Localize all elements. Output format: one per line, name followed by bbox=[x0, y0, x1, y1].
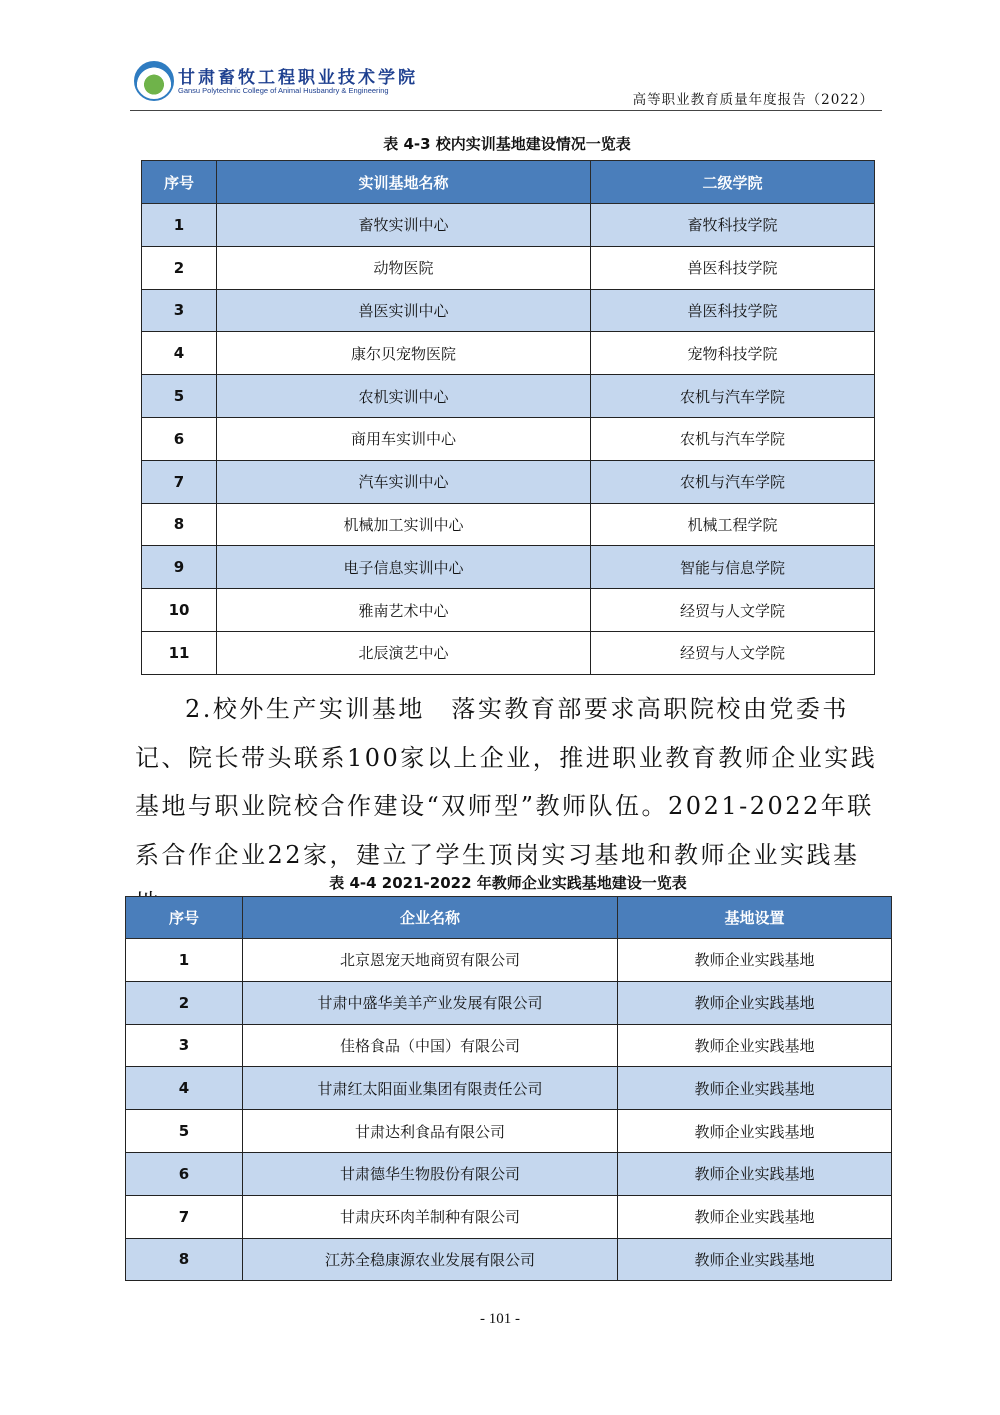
table-row bbox=[126, 1024, 892, 1067]
table-row bbox=[142, 589, 875, 632]
table-cell: 经贸与人文学院 bbox=[591, 589, 875, 632]
table-cell: 1 bbox=[142, 204, 217, 247]
table2-col-header: 序号 bbox=[126, 897, 243, 939]
school-name-cn: 甘肃畜牧工程职业技术学院 bbox=[178, 68, 418, 88]
table-cell: 10 bbox=[142, 589, 217, 632]
table-row bbox=[126, 1152, 892, 1195]
table-cell: 3 bbox=[142, 289, 217, 332]
table-cell: 教师企业实践基地 bbox=[618, 1238, 892, 1281]
table-row bbox=[142, 204, 875, 247]
table-cell: 甘肃庆环肉羊制种有限公司 bbox=[243, 1195, 618, 1238]
table-cell: 11 bbox=[142, 631, 217, 674]
table-row bbox=[126, 1067, 892, 1110]
table-cell: 动物医院 bbox=[217, 246, 591, 289]
table-row bbox=[126, 939, 892, 982]
table-cell: 4 bbox=[126, 1067, 243, 1110]
table-row bbox=[142, 503, 875, 546]
table-cell: 4 bbox=[142, 332, 217, 375]
table-row bbox=[142, 460, 875, 503]
table-cell: 7 bbox=[126, 1195, 243, 1238]
table-row bbox=[142, 375, 875, 418]
school-name-en: Gansu Polytechnic College of Animal Husbandry & Engineering bbox=[178, 86, 389, 95]
table-row bbox=[142, 246, 875, 289]
table-cell: 9 bbox=[142, 546, 217, 589]
table2-header-row bbox=[126, 897, 892, 939]
table-cell: 农机与汽车学院 bbox=[591, 417, 875, 460]
table-row bbox=[126, 1110, 892, 1153]
table-cell: 2 bbox=[142, 246, 217, 289]
table-cell: 6 bbox=[142, 417, 217, 460]
table-cell: 教师企业实践基地 bbox=[618, 1152, 892, 1195]
table-cell: 8 bbox=[126, 1238, 243, 1281]
table-cell: 雅南艺术中心 bbox=[217, 589, 591, 632]
table-row bbox=[142, 289, 875, 332]
table-cell: 江苏全稳康源农业发展有限公司 bbox=[243, 1238, 618, 1281]
table-cell: 电子信息实训中心 bbox=[217, 546, 591, 589]
table-row bbox=[142, 546, 875, 589]
table2 bbox=[125, 896, 892, 1281]
report-title: 高等职业教育质量年度报告（2022） bbox=[632, 92, 874, 108]
table-cell: 甘肃红太阳面业集团有限责任公司 bbox=[243, 1067, 618, 1110]
table1-col-header: 二级学院 bbox=[591, 161, 875, 204]
table-cell: 7 bbox=[142, 460, 217, 503]
table-cell: 智能与信息学院 bbox=[591, 546, 875, 589]
table-cell: 农机与汽车学院 bbox=[591, 460, 875, 503]
school-logo-icon bbox=[134, 61, 174, 101]
table-cell: 兽医科技学院 bbox=[591, 246, 875, 289]
table-cell: 2 bbox=[126, 981, 243, 1024]
table-cell: 教师企业实践基地 bbox=[618, 981, 892, 1024]
table-cell: 北辰演艺中心 bbox=[217, 631, 591, 674]
table1-col-header: 实训基地名称 bbox=[217, 161, 591, 204]
table2-col-header: 基地设置 bbox=[618, 897, 892, 939]
table1-header-row bbox=[142, 161, 875, 204]
table-cell: 3 bbox=[126, 1024, 243, 1067]
table-cell: 商用车实训中心 bbox=[217, 417, 591, 460]
table-cell: 机械加工实训中心 bbox=[217, 503, 591, 546]
table-cell: 甘肃中盛华美羊产业发展有限公司 bbox=[243, 981, 618, 1024]
table1-caption: 表 4-3 校内实训基地建设情况一览表 bbox=[383, 135, 631, 153]
table-cell: 农机实训中心 bbox=[217, 375, 591, 418]
table-cell: 汽车实训中心 bbox=[217, 460, 591, 503]
table-cell: 教师企业实践基地 bbox=[618, 1110, 892, 1153]
table-cell: 佳格食品（中国）有限公司 bbox=[243, 1024, 618, 1067]
table1-col-header: 序号 bbox=[142, 161, 217, 204]
table-cell: 畜牧科技学院 bbox=[591, 204, 875, 247]
table-cell: 5 bbox=[126, 1110, 243, 1153]
table-cell: 甘肃德华生物股份有限公司 bbox=[243, 1152, 618, 1195]
table-cell: 教师企业实践基地 bbox=[618, 1067, 892, 1110]
table-cell: 8 bbox=[142, 503, 217, 546]
table-cell: 5 bbox=[142, 375, 217, 418]
table-cell: 1 bbox=[126, 939, 243, 982]
table-cell: 经贸与人文学院 bbox=[591, 631, 875, 674]
table-cell: 北京恩宠天地商贸有限公司 bbox=[243, 939, 618, 982]
table-row bbox=[126, 981, 892, 1024]
table-cell: 康尔贝宠物医院 bbox=[217, 332, 591, 375]
table-row bbox=[126, 1238, 892, 1281]
table-cell: 畜牧实训中心 bbox=[217, 204, 591, 247]
table-row bbox=[142, 631, 875, 674]
table-cell: 机械工程学院 bbox=[591, 503, 875, 546]
table-row bbox=[126, 1195, 892, 1238]
table-cell: 教师企业实践基地 bbox=[618, 1024, 892, 1067]
table-cell: 兽医实训中心 bbox=[217, 289, 591, 332]
table-cell: 教师企业实践基地 bbox=[618, 1195, 892, 1238]
table2-caption: 表 4-4 2021-2022 年教师企业实践基地建设一览表 bbox=[329, 874, 687, 892]
table-cell: 甘肃达利食品有限公司 bbox=[243, 1110, 618, 1153]
page-number: - 101 - bbox=[480, 1311, 520, 1327]
table-cell: 6 bbox=[126, 1152, 243, 1195]
paragraph-text: 2.校外生产实训基地 落实教育部要求高职院校由党委书记、院长带头联系100家以上企业，推进职业教育教师企业实践基地与职业院校合作建设“双师型”教师队伍。2021-2022年联系合作企业22家，建立了学生顶岗实习基地和教师企业实践基 bbox=[135, 695, 878, 869]
table-cell: 教师企业实践基地 bbox=[618, 939, 892, 982]
table-row bbox=[142, 417, 875, 460]
table1 bbox=[141, 160, 875, 675]
table-cell: 兽医科技学院 bbox=[591, 289, 875, 332]
page-header bbox=[130, 55, 882, 111]
table2-col-header: 企业名称 bbox=[243, 897, 618, 939]
table-cell: 宠物科技学院 bbox=[591, 332, 875, 375]
table-row bbox=[142, 332, 875, 375]
table-cell: 农机与汽车学院 bbox=[591, 375, 875, 418]
